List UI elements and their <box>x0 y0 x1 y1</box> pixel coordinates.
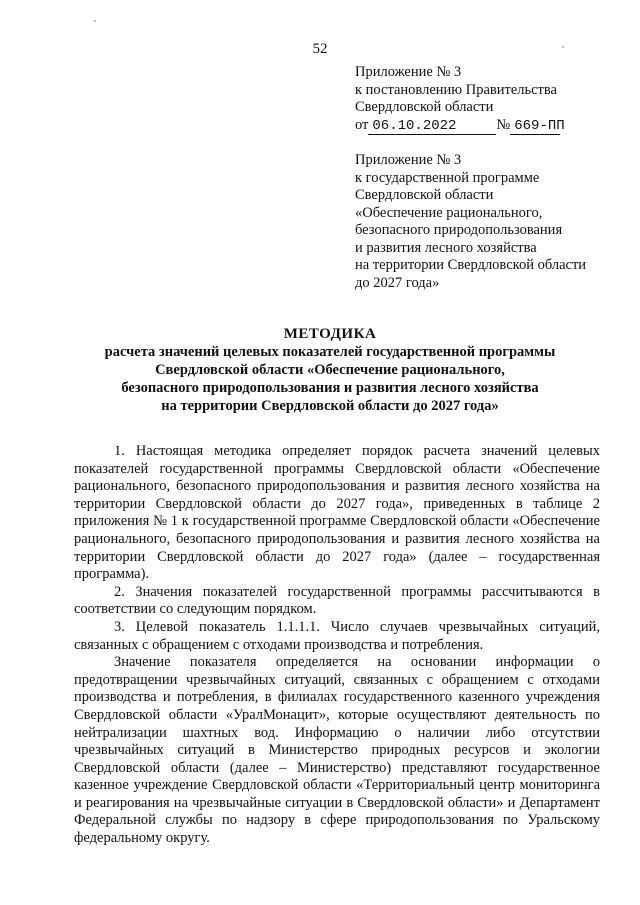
title-line: на территории Свердловской области до 2027 года» <box>161 398 499 414</box>
title-line: Свердловской области «Обеспечение рационального, <box>155 362 505 378</box>
title-line: расчета значений целевых показателей государственной программы <box>104 344 556 360</box>
title-heading: МЕТОДИКА <box>283 326 377 342</box>
appendix-to-program <box>355 152 625 292</box>
document-title <box>60 325 600 415</box>
paragraph: 2. Значения показателей государственной программы рассчитываются в соответствии со следующим порядком. <box>74 583 600 618</box>
scan-speck <box>94 20 96 22</box>
appendix-line: Приложение № 3 <box>355 64 462 80</box>
appendix-line: безопасного природопользования <box>355 222 563 238</box>
resolution-number: 669-ПП <box>510 119 560 135</box>
appendix-line: до 2027 года» <box>355 274 440 291</box>
from-label: от <box>355 116 369 133</box>
page-number: 52 <box>312 41 328 57</box>
resolution-date: 06.10.2022 <box>368 119 496 135</box>
appendix-line: Свердловской области <box>355 99 494 115</box>
paragraph: 3. Целевой показатель 1.1.1.1. Число случаев чрезвычайных ситуаций, связанных с обращением с отходами производства и потребления. <box>74 618 600 653</box>
appendix-line: к государственной программе <box>355 169 540 186</box>
paragraph: 1. Настоящая методика определяет порядок расчета значений целевых показателей государственной программы Свердловской области «Обеспечение рационального, безопасного природопользования и развития лесного хозяйства на территории Свердловской области до 2027 года», приведенных в таблице 2 приложения № 1 к государственной программе Свердловской области «Обеспечение рационального, безопасного природопользования и развития лесного хозяйства на территории Свердловской области до 2027 года» (далее – государственная программа). <box>74 443 600 583</box>
appendix-line: Свердловской области <box>355 187 494 203</box>
appendix-line: к постановлению Правительства <box>355 81 557 98</box>
resolution-date-number-line <box>355 117 625 135</box>
appendix-line: «Обеспечение рационального, <box>355 204 543 221</box>
appendix-line: Приложение № 3 <box>355 152 462 168</box>
appendix-line: и развития лесного хозяйства <box>355 239 537 256</box>
appendix-to-resolution <box>355 64 625 135</box>
document-body <box>74 443 600 848</box>
number-label: № <box>496 116 511 133</box>
paragraph: Значение показателя определяется на основании информации о предотвращении чрезвычайных ситуаций, связанных с обращением с отходами производства и потребления, в филиалах государственного казенного учреждения Свердловской области «УралМонацит», которые осуществляют деятельность по нейтрализации шахтных вод. Информацию о наличии либо отсутствии чрезвычайных ситуаций в Министерство природных ресурсов и экологии Свердловской области (далее – Министерство) представляют государственное казенное учреждение Свердловской области «Территориальный центр мониторинга и реагирования на чрезвычайные ситуации в Свердловской области» и Департамент Федеральной службы по надзору в сфере природопользования по Уральскому федеральному округу. <box>74 654 600 847</box>
appendix-line: на территории Свердловской области <box>355 257 587 273</box>
title-line: безопасного природопользования и развития лесного хозяйства <box>121 380 539 396</box>
